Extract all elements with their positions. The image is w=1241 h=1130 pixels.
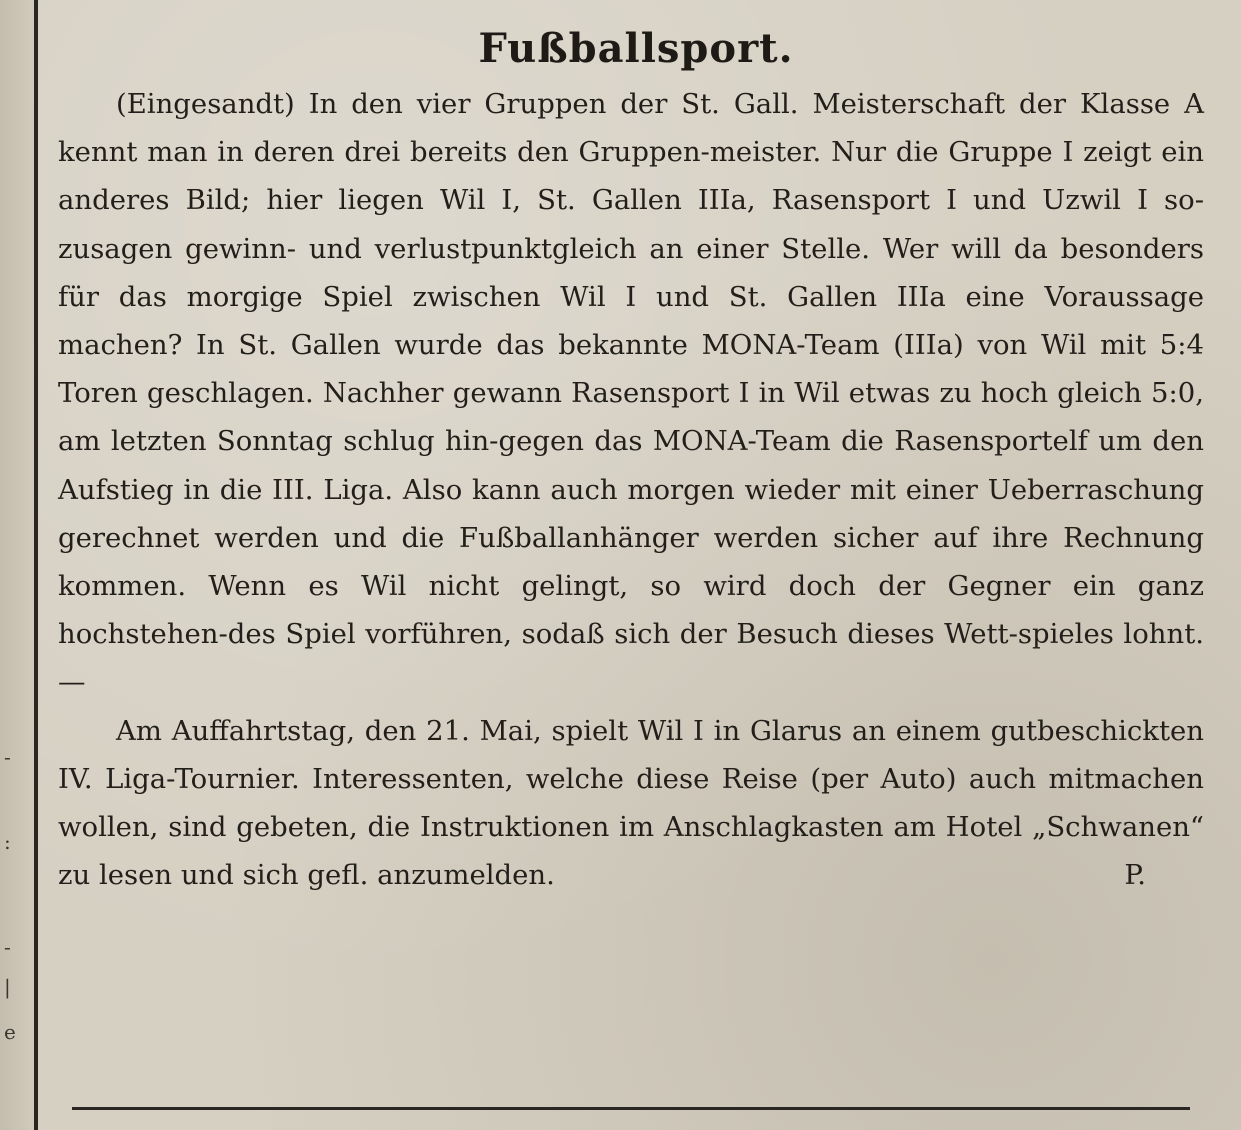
author-signature: P. bbox=[1124, 859, 1146, 892]
article-paragraph: (Eingesandt) In den vier Gruppen der St. Gall. Meisterschaft der Klasse A kennt man in deren drei bereits den Gruppen-meister. Nur die Gruppe I zeigt ein anderes Bild; hier liegen Wil I, St. Gallen IIIa, Rasensport I und Uzwil I so-zusagen gewinn- und verlustpunktgleich an einer Stelle. Wer will da besonders für das morgige Spiel zwischen Wil I und St. Gallen IIIa eine Voraussage machen? In St. Gallen wurde das bekannte MONA-Team (IIIa) von Wil mit 5:4 Toren geschlagen. Nachher gewann Rasensport I in Wil etwas zu hoch gleich 5:0, am letzten Sonntag schlug hin-gegen das MONA-Team die Rasensportelf um den Aufstieg in die III. Liga. Also kann auch morgen wieder mit einer Ueberraschung gerechnet werden und die Fußballanhänger werden sicher auf ihre Rechnung kommen. Wenn es Wil nicht gelingt, so wird doch der Gegner ein ganz hochstehen-des Spiel vorführen, sodaß sich der Besuch dieses Wett-spieles lohnt. — bbox=[58, 88, 1204, 699]
margin-mark: : bbox=[4, 830, 11, 854]
article-paragraph-text: Am Auffahrtstag, den 21. Mai, spielt Wil I in Glarus an einem gutbeschickten IV. Liga-Tournier. Interessenten, welche diese Reise (per Auto) auch mitmachen wollen, sind gebeten, die Instruktionen im Anschlagkasten am Hotel „Schwanen“ zu lesen und sich gefl. anzumelden. bbox=[58, 714, 1204, 892]
adjacent-column-edge bbox=[0, 0, 34, 1130]
margin-mark: - bbox=[4, 745, 11, 769]
margin-mark: - bbox=[4, 935, 11, 959]
article-end-rule bbox=[72, 1107, 1190, 1110]
column-divider-rule bbox=[34, 0, 38, 1130]
article-headline: Fußballsport. bbox=[478, 25, 794, 72]
article-body bbox=[58, 80, 1204, 899]
article-paragraph bbox=[58, 707, 1204, 900]
article bbox=[58, 22, 1204, 899]
margin-mark: | bbox=[4, 975, 11, 999]
margin-mark: e bbox=[4, 1020, 16, 1044]
